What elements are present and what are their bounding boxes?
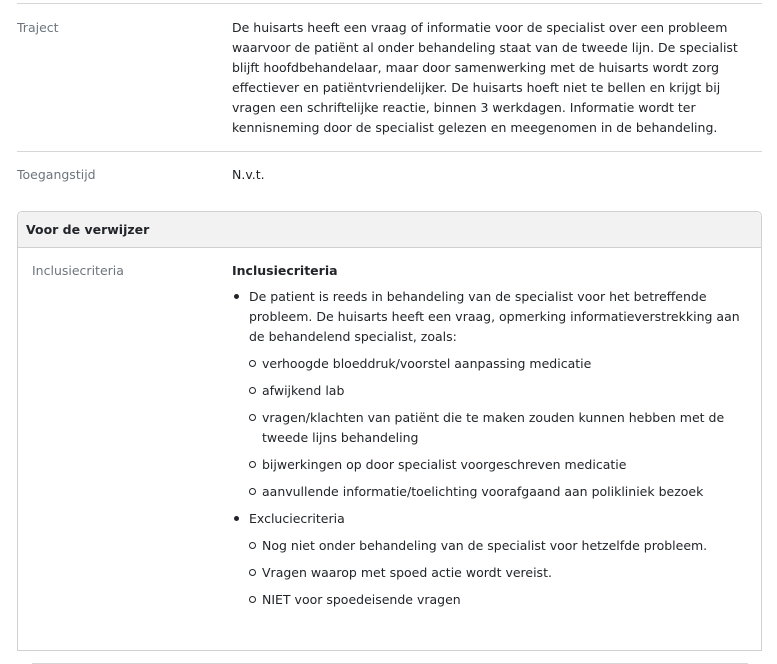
sub-list bbox=[249, 354, 752, 502]
card-title: Voor de verwijzer bbox=[18, 212, 761, 248]
traject-text: De huisarts heeft een vraag of informatie voor de specialist over een probleem waarvoor de patiënt al onder behandeling staat van de tweede lijn. De specialist blijft hoofdbehandelaar, maar door samenwerking met de huisarts wordt zorg effectiever en patiëntvriendelijker. De huisarts hoeft niet te bellen en krijgt bij vragen een schriftelijke reactie, binnen 3 werkdagen. Informatie wordt ter kennisneming door de specialist gelezen en meegenomen in de behandeling. bbox=[232, 20, 738, 135]
sub-list-item: NIET voor spoedeisende vragen bbox=[262, 590, 752, 610]
list-item-text: Excluciecriteria bbox=[249, 511, 345, 526]
row-divider bbox=[17, 151, 762, 152]
toegangstijd-value: N.v.t. bbox=[232, 167, 265, 182]
inclusiecriteria-heading: Inclusiecriteria bbox=[232, 263, 338, 278]
toegangstijd-label: Toegangstijd bbox=[17, 167, 96, 182]
sub-list-item: bijwerkingen op door specialist voorgeschreven medicatie bbox=[262, 455, 752, 475]
sub-list-item: verhoogde bloeddruk/voorstel aanpassing medicatie bbox=[262, 354, 752, 374]
traject-row bbox=[17, 18, 762, 152]
sub-list-item: Vragen waarop met spoed actie wordt vereist. bbox=[262, 563, 752, 583]
traject-label: Traject bbox=[17, 20, 59, 35]
criteria-list bbox=[232, 287, 752, 610]
sub-list-item: afwijkend lab bbox=[262, 381, 752, 401]
top-divider bbox=[17, 3, 762, 4]
sub-list bbox=[249, 536, 752, 610]
inclusiecriteria-content bbox=[232, 261, 752, 617]
toegangstijd-row bbox=[17, 165, 762, 195]
verwijzer-card bbox=[17, 211, 762, 651]
list-item bbox=[249, 287, 752, 502]
sub-list-item: vragen/klachten van patiënt die te maken zouden kunnen hebben met de tweede lijns behandeling bbox=[262, 408, 752, 448]
list-item-text: De patient is reeds in behandeling van de specialist voor het betreffende probleem. De huisarts heeft een vraag, opmerking informatieverstrekking aan de behandelend specialist, zoals: bbox=[249, 289, 740, 344]
list-item bbox=[249, 509, 752, 610]
inclusiecriteria-label: Inclusiecriteria bbox=[32, 263, 124, 278]
sub-list-item: aanvullende informatie/toelichting voorafgaand aan polikliniek bezoek bbox=[262, 482, 752, 502]
sub-list-item: Nog niet onder behandeling van de specialist voor hetzelfde probleem. bbox=[262, 536, 752, 556]
